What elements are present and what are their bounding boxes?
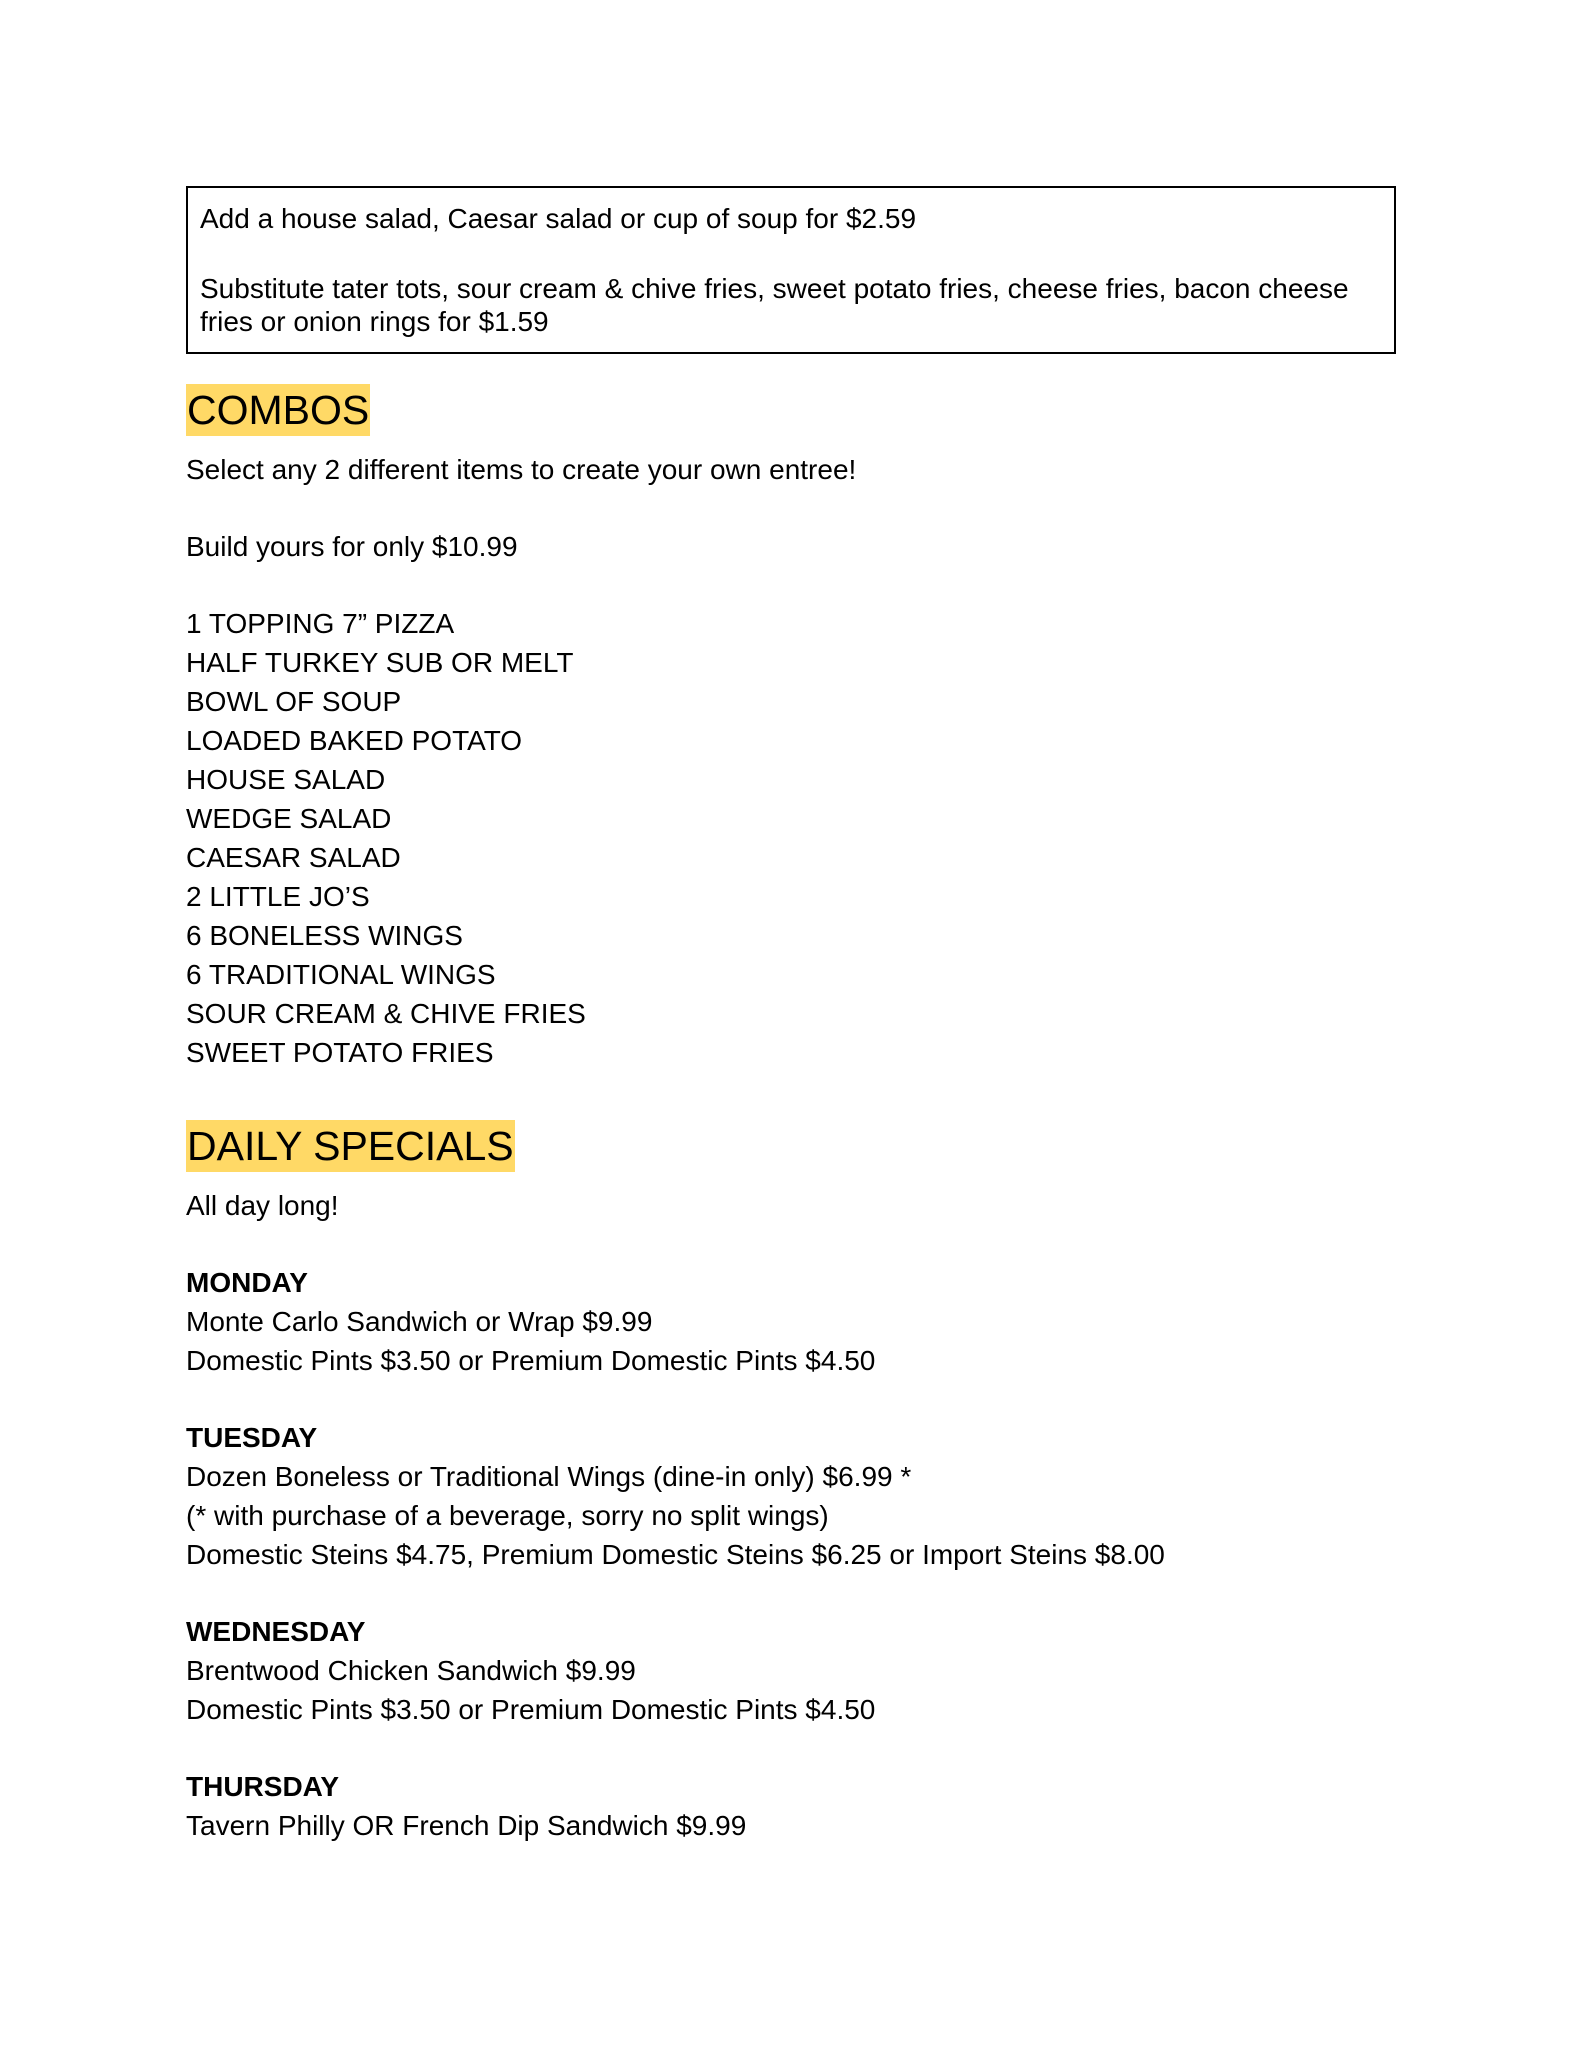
- combo-item: 6 BONELESS WINGS: [186, 920, 463, 951]
- special-line: Domestic Pints $3.50 or Premium Domestic Pints $4.50: [186, 1345, 876, 1376]
- add-salad-note: Add a house salad, Caesar salad or cup of soup for $2.59: [200, 203, 917, 234]
- menu-page: [186, 186, 1396, 1845]
- combo-item: CAESAR SALAD: [186, 842, 401, 873]
- combo-item: HALF TURKEY SUB OR MELT: [186, 647, 574, 678]
- daily-specials-section: [186, 1072, 1396, 1845]
- combos-item-list: [186, 604, 1396, 1072]
- combos-heading: COMBOS: [186, 384, 370, 436]
- special-line: Domestic Steins $4.75, Premium Domestic Steins $6.25 or Import Steins $8.00: [186, 1539, 1165, 1570]
- combo-item: 6 TRADITIONAL WINGS: [186, 959, 496, 990]
- daily-specials-intro: All day long!: [186, 1190, 339, 1221]
- add-on-note-box: [186, 186, 1396, 354]
- combos-intro: Select any 2 different items to create your own entree!: [186, 454, 857, 485]
- combos-price: Build yours for only $10.99: [186, 531, 518, 562]
- day-title: THURSDAY: [186, 1771, 339, 1802]
- day-title: WEDNESDAY: [186, 1616, 366, 1647]
- day-title: MONDAY: [186, 1267, 308, 1298]
- special-line: (* with purchase of a beverage, sorry no split wings): [186, 1500, 829, 1531]
- special-day-tuesday: [186, 1418, 1396, 1574]
- combo-item: LOADED BAKED POTATO: [186, 725, 523, 756]
- special-line: Tavern Philly OR French Dip Sandwich $9.99: [186, 1810, 747, 1841]
- combo-item: BOWL OF SOUP: [186, 686, 402, 717]
- special-line: Domestic Pints $3.50 or Premium Domestic Pints $4.50: [186, 1694, 876, 1725]
- special-day-wednesday: [186, 1612, 1396, 1729]
- combo-item: SWEET POTATO FRIES: [186, 1037, 494, 1068]
- combo-item: 2 LITTLE JO’S: [186, 881, 370, 912]
- special-line: Brentwood Chicken Sandwich $9.99: [186, 1655, 636, 1686]
- day-title: TUESDAY: [186, 1422, 318, 1453]
- special-day-thursday: [186, 1767, 1396, 1845]
- combo-item: WEDGE SALAD: [186, 803, 392, 834]
- special-line: Dozen Boneless or Traditional Wings (dine-in only) $6.99 *: [186, 1461, 912, 1492]
- special-line: Monte Carlo Sandwich or Wrap $9.99: [186, 1306, 653, 1337]
- special-day-monday: [186, 1263, 1396, 1380]
- daily-specials-heading: DAILY SPECIALS: [186, 1120, 515, 1172]
- substitute-sides-note: Substitute tater tots, sour cream & chive fries, sweet potato fries, cheese fries, bacon cheese fries or onion rings for $1.59: [200, 273, 1349, 337]
- combo-item: HOUSE SALAD: [186, 764, 386, 795]
- combos-section: [186, 354, 1396, 1072]
- combo-item: SOUR CREAM & CHIVE FRIES: [186, 998, 586, 1029]
- combo-item: 1 TOPPING 7” PIZZA: [186, 608, 455, 639]
